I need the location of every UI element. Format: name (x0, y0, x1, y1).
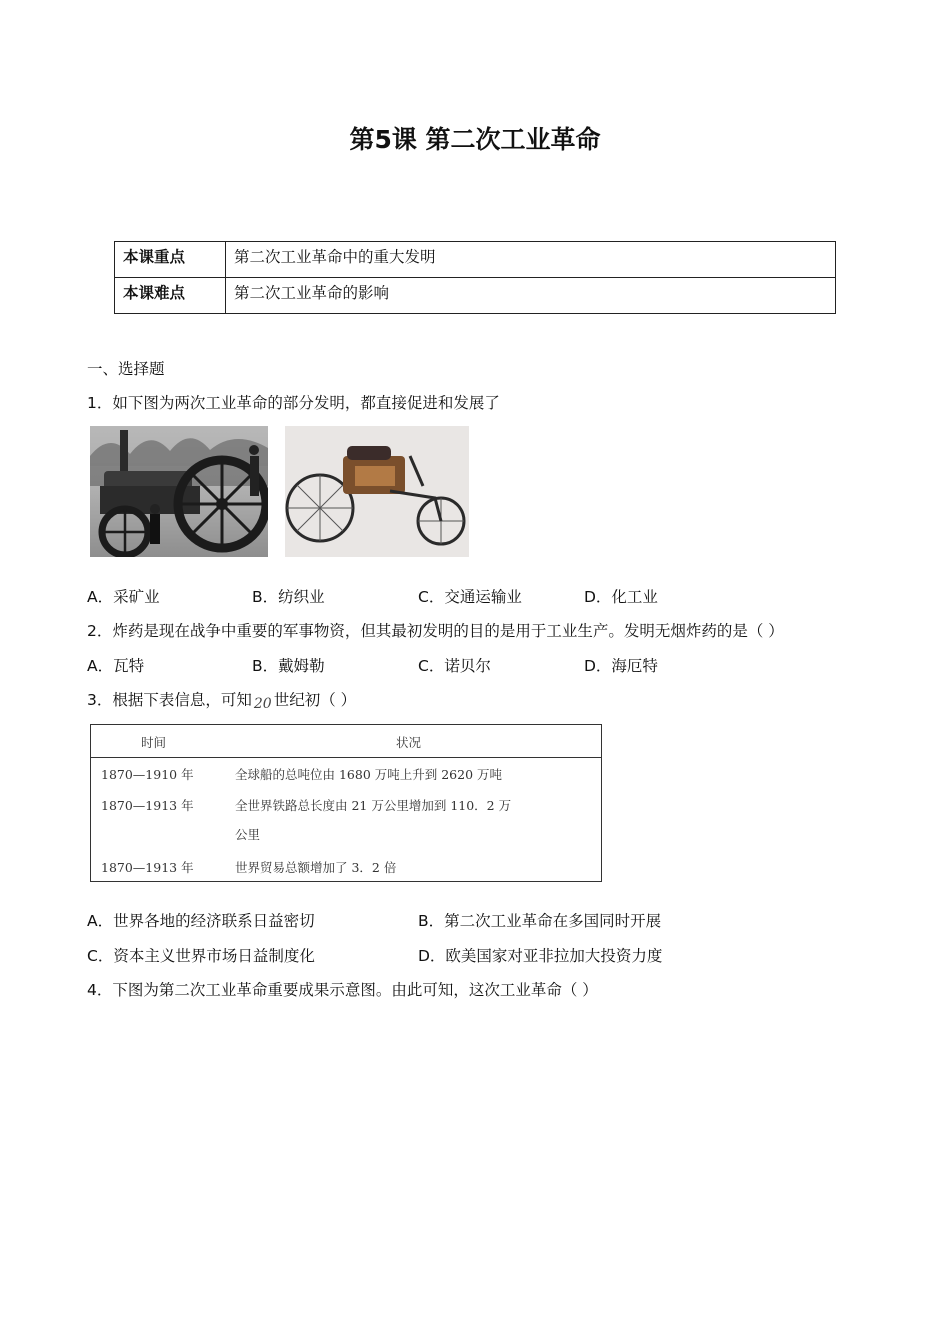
question-3-century: 20 (253, 696, 272, 712)
question-2-stem: 2．炸药是现在战争中重要的军事物资，但其最初发明的目的是用于工业生产。发明无烟炸药的是（ ） (87, 622, 784, 640)
row-1-time: 1870—1910 年 (101, 767, 194, 782)
question-3-option-b[interactable]: B．第二次工业革命在多国同时开展 (418, 912, 662, 930)
table-row (115, 242, 836, 278)
table-divider (91, 757, 601, 758)
difficulty-value: 第二次工业革命的影响 (226, 278, 836, 314)
question-2-option-b[interactable]: B．戴姆勒 (252, 657, 325, 675)
lesson-key-table (114, 241, 836, 314)
steam-traction-engine-photo (90, 426, 268, 557)
question-3-option-a[interactable]: A．世界各地的经济联系日益密切 (87, 912, 315, 930)
row-2-time: 1870—1913 年 (101, 798, 194, 813)
section-heading: 一、选择题 (87, 360, 165, 378)
question-3-stem (87, 688, 356, 710)
question-3-stem-start: 3．根据下表信息，可知 (87, 691, 252, 709)
question-3-option-c[interactable]: C．资本主义世界市场日益制度化 (87, 947, 315, 965)
row-2-status: 全世界铁路总长度由 21 万公里增加到 110．2 万 (235, 798, 512, 813)
difficulty-label: 本课难点 (115, 278, 226, 314)
row-3-status: 世界贸易总额增加了 3．2 倍 (235, 860, 397, 875)
key-point-label: 本课重点 (115, 242, 226, 278)
question-2-option-c[interactable]: C．诺贝尔 (418, 657, 491, 675)
key-point-value: 第二次工业革命中的重大发明 (226, 242, 836, 278)
header-time: 时间 (141, 735, 167, 750)
question-3-stem-end: 世纪初（ ） (273, 691, 357, 709)
page-title: 第5课 第二次工业革命 (349, 125, 601, 154)
question-1-stem: 1．如下图为两次工业革命的部分发明，都直接促进和发展了 (87, 394, 500, 412)
statistics-table (90, 724, 602, 882)
early-motor-tricycle-photo (285, 426, 469, 557)
row-3-time: 1870—1913 年 (101, 860, 194, 875)
question-3-option-d[interactable]: D．欧美国家对亚非拉加大投资力度 (418, 947, 663, 965)
row-2-status-cont: 公里 (235, 827, 261, 842)
question-1-option-c[interactable]: C．交通运输业 (418, 588, 522, 606)
question-2-option-a[interactable]: A．瓦特 (87, 657, 145, 675)
table-row (115, 278, 836, 314)
question-4-stem: 4．下图为第二次工业革命重要成果示意图。由此可知，这次工业革命（ ） (87, 981, 598, 999)
question-1-option-a[interactable]: A．采矿业 (87, 588, 160, 606)
header-status: 状况 (396, 735, 422, 750)
question-2-option-d[interactable]: D．海厄特 (584, 657, 658, 675)
question-1-option-b[interactable]: B．纺织业 (252, 588, 325, 606)
row-1-status: 全球船的总吨位由 1680 万吨上升到 2620 万吨 (235, 767, 503, 782)
question-1-option-d[interactable]: D．化工业 (584, 588, 658, 606)
